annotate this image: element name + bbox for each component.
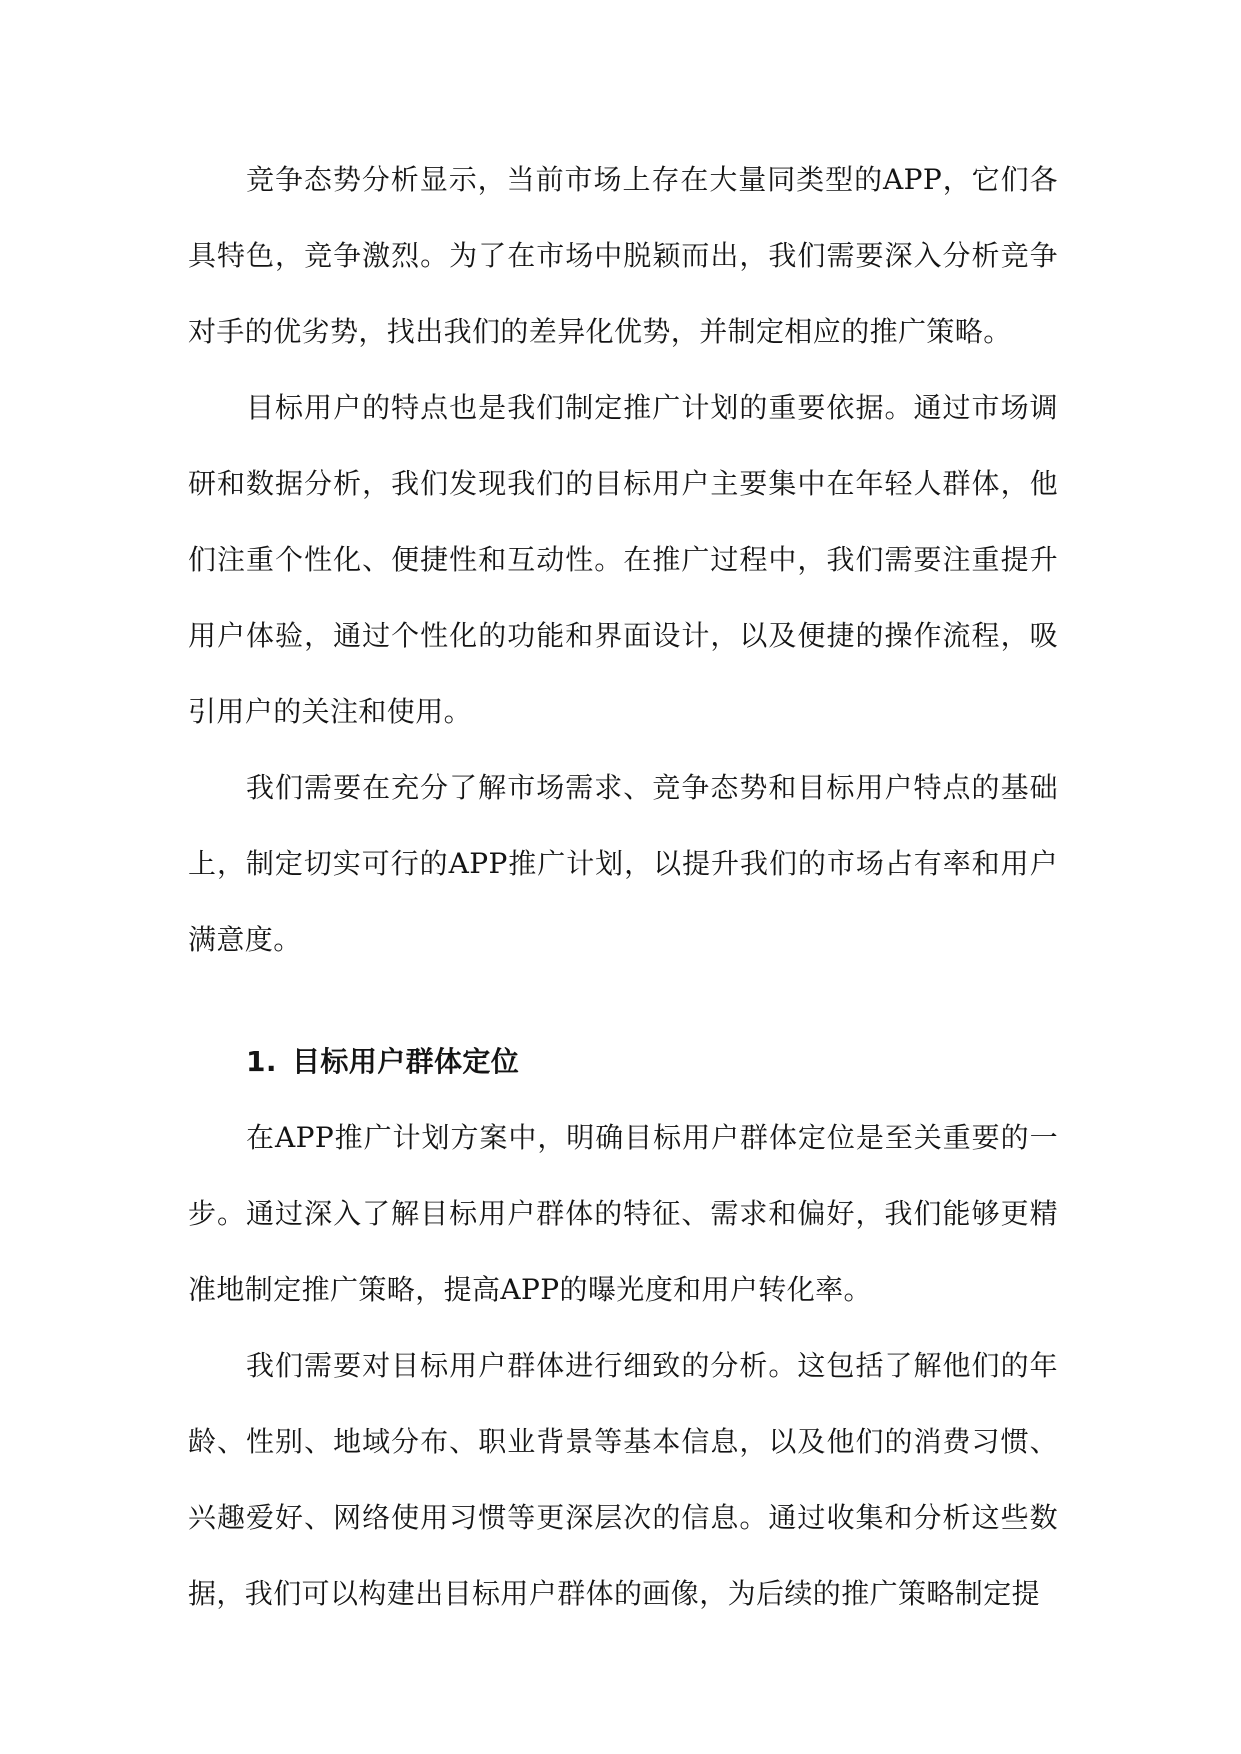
section-heading	[188, 1024, 1058, 1100]
paragraph-user-analysis: 我们需要对目标用户群体进行细致的分析。这包括了解他们的年龄、性别、地域分布、职业背景等基本信息，以及他们的消费习惯、兴趣爱好、网络使用习惯等更深层次的信息。通过收集和分析这些数据，我们可以构建出目标用户群体的画像，为后续的推广策略制定提	[188, 1349, 1058, 1610]
section-title: 目标用户群体定位	[292, 1045, 520, 1078]
document-body	[188, 142, 1058, 1632]
section-number: 1.	[246, 1045, 277, 1078]
paragraph-positioning: 在APP推广计划方案中，明确目标用户群体定位是至关重要的一步。通过深入了解目标用户群体的特征、需求和偏好，我们能够更精准地制定推广策略，提高APP的曝光度和用户转化率。	[188, 1121, 1058, 1306]
paragraph-competition: 竞争态势分析显示，当前市场上存在大量同类型的APP，它们各具特色，竞争激烈。为了在市场中脱颖而出，我们需要深入分析竞争对手的优劣势，找出我们的差异化优势，并制定相应的推广策略。	[188, 163, 1058, 348]
paragraph-plan-summary: 我们需要在充分了解市场需求、竞争态势和目标用户特点的基础上，制定切实可行的APP推广计划，以提升我们的市场占有率和用户满意度。	[188, 771, 1058, 956]
paragraph-target-users: 目标用户的特点也是我们制定推广计划的重要依据。通过市场调研和数据分析，我们发现我们的目标用户主要集中在年轻人群体，他们注重个性化、便捷性和互动性。在推广过程中，我们需要注重提升用户体验，通过个性化的功能和界面设计，以及便捷的操作流程，吸引用户的关注和使用。	[188, 391, 1058, 728]
